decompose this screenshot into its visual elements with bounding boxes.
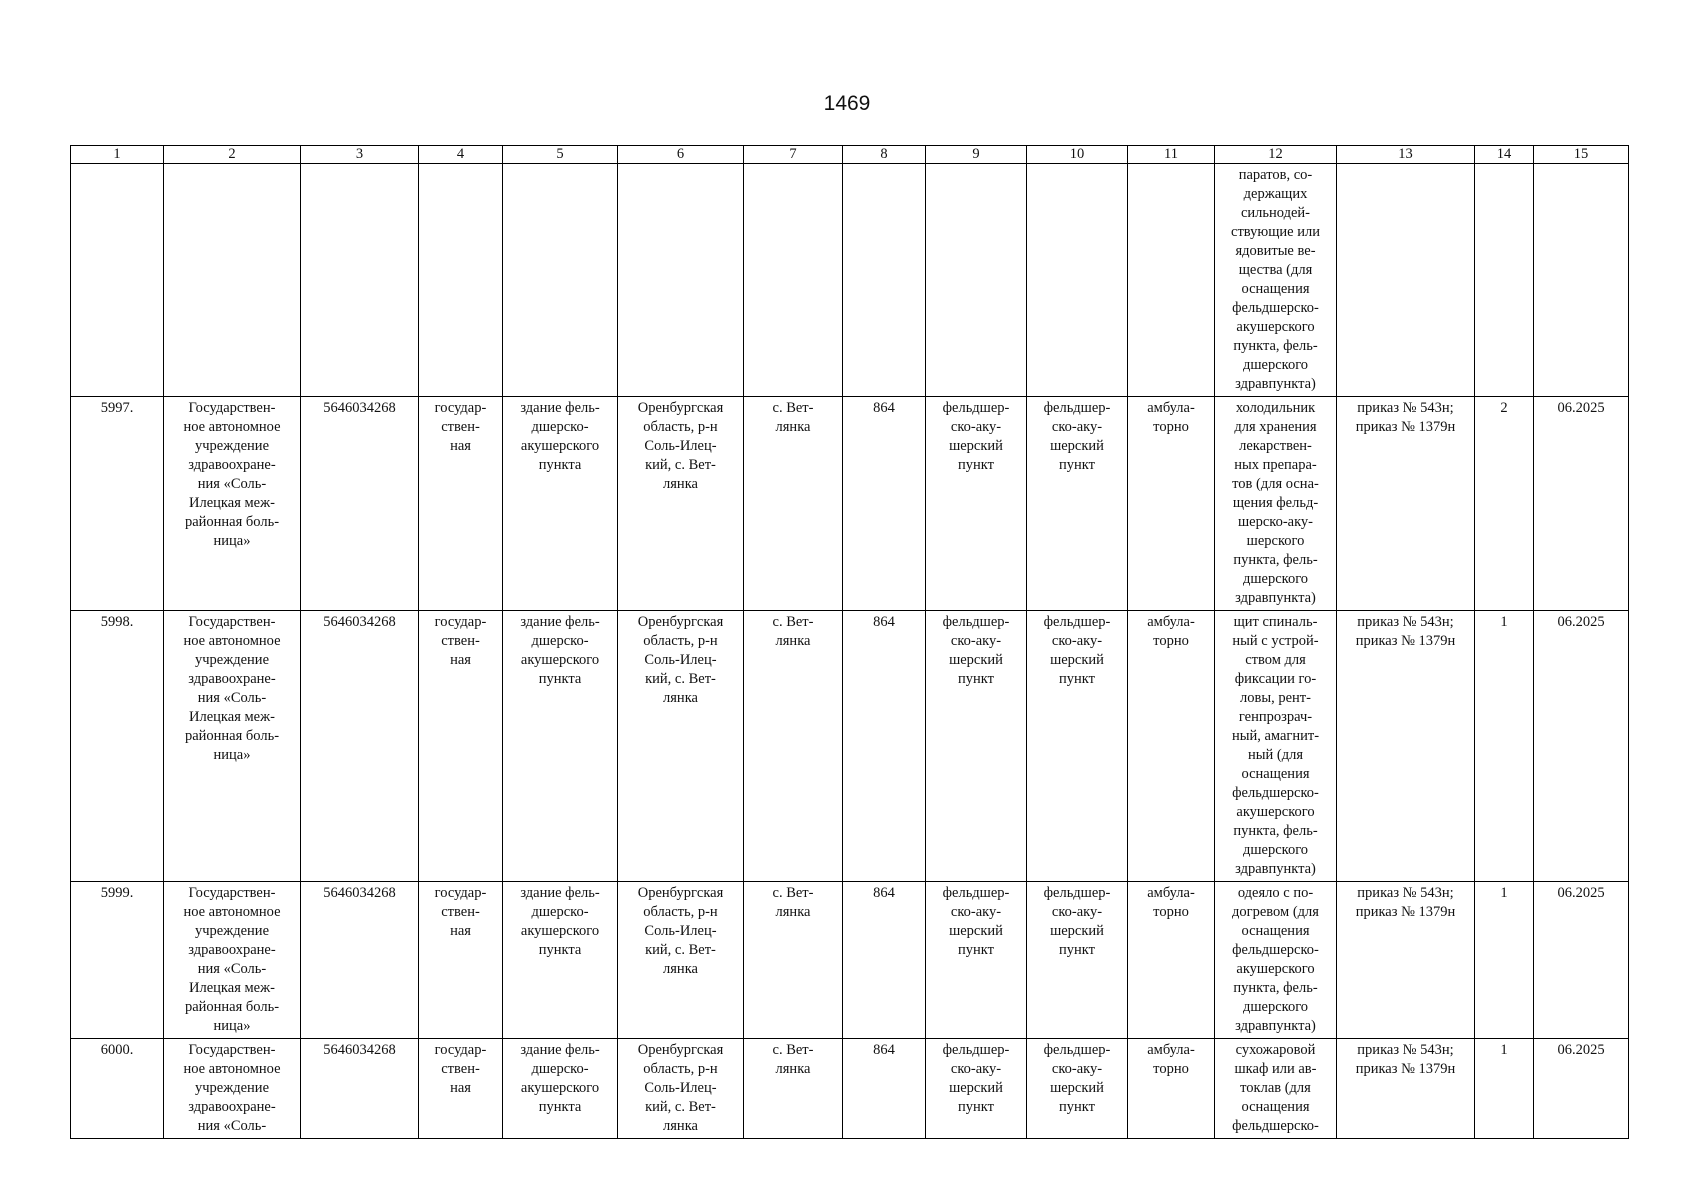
cell-quantity: 2 bbox=[1475, 397, 1534, 611]
cell-quantity bbox=[1475, 164, 1534, 397]
cell-care-form: амбула- торно bbox=[1128, 882, 1215, 1039]
cell-building: здание фель- дшерско- акушерского пункта bbox=[503, 397, 618, 611]
cell-care-form: амбула- торно bbox=[1128, 611, 1215, 882]
cell-unit-name: фельдшер- ско-аку- шерский пункт bbox=[1027, 1039, 1128, 1139]
cell-row-number: 6000. bbox=[71, 1039, 164, 1139]
column-header: 15 bbox=[1534, 146, 1629, 164]
cell-building: здание фель- дшерско- акушерского пункта bbox=[503, 1039, 618, 1139]
table-row bbox=[71, 397, 1629, 611]
cell-inn: 5646034268 bbox=[301, 611, 419, 882]
cell-date: 06.2025 bbox=[1534, 882, 1629, 1039]
cell-ownership: государ- ствен- ная bbox=[419, 1039, 503, 1139]
cell-inn: 5646034268 bbox=[301, 882, 419, 1039]
column-header: 7 bbox=[744, 146, 843, 164]
cell-unit-name: фельдшер- ско-аку- шерский пункт bbox=[1027, 611, 1128, 882]
cell-care-form: амбула- торно bbox=[1128, 397, 1215, 611]
cell-building: здание фель- дшерско- акушерского пункта bbox=[503, 882, 618, 1039]
cell-quantity: 1 bbox=[1475, 1039, 1534, 1139]
cell-care-form bbox=[1128, 164, 1215, 397]
cell-equipment: холодильник для хранения лекарствен- ных препара- тов (для осна- щения фельд- шерско-аку- шерского пункта, фель- дшерского здравпункта) bbox=[1215, 397, 1337, 611]
column-header: 5 bbox=[503, 146, 618, 164]
cell-order: приказ № 543н; приказ № 1379н bbox=[1337, 882, 1475, 1039]
column-header: 6 bbox=[618, 146, 744, 164]
column-header: 13 bbox=[1337, 146, 1475, 164]
cell-date: 06.2025 bbox=[1534, 611, 1629, 882]
cell-row-number: 5998. bbox=[71, 611, 164, 882]
cell-population: 864 bbox=[843, 882, 926, 1039]
header-row bbox=[71, 146, 1629, 164]
cell-date: 06.2025 bbox=[1534, 1039, 1629, 1139]
cell-inn bbox=[301, 164, 419, 397]
cell-address bbox=[618, 164, 744, 397]
cell-organization: Государствен- ное автономное учреждение здравоохране- ния «Соль- Илецкая меж- районная боль- ница» bbox=[164, 882, 301, 1039]
cell-ownership bbox=[419, 164, 503, 397]
cell-row-number bbox=[71, 164, 164, 397]
cell-population bbox=[843, 164, 926, 397]
cell-unit-type: фельдшер- ско-аку- шерский пункт bbox=[926, 611, 1027, 882]
cell-organization bbox=[164, 164, 301, 397]
table-row bbox=[71, 611, 1629, 882]
cell-settlement: с. Вет- лянка bbox=[744, 1039, 843, 1139]
cell-inn: 5646034268 bbox=[301, 397, 419, 611]
cell-settlement bbox=[744, 164, 843, 397]
cell-address: Оренбургская область, р-н Соль-Илец- кий, с. Вет- лянка bbox=[618, 611, 744, 882]
cell-unit-type: фельдшер- ско-аку- шерский пункт bbox=[926, 882, 1027, 1039]
cell-address: Оренбургская область, р-н Соль-Илец- кий, с. Вет- лянка bbox=[618, 1039, 744, 1139]
column-header: 4 bbox=[419, 146, 503, 164]
cell-order bbox=[1337, 164, 1475, 397]
cell-unit-type bbox=[926, 164, 1027, 397]
cell-ownership: государ- ствен- ная bbox=[419, 882, 503, 1039]
cell-ownership: государ- ствен- ная bbox=[419, 611, 503, 882]
table-row bbox=[71, 1039, 1629, 1139]
cell-order: приказ № 543н; приказ № 1379н bbox=[1337, 611, 1475, 882]
cell-inn: 5646034268 bbox=[301, 1039, 419, 1139]
cell-address: Оренбургская область, р-н Соль-Илец- кий, с. Вет- лянка bbox=[618, 397, 744, 611]
cell-organization: Государствен- ное автономное учреждение здравоохране- ния «Соль- Илецкая меж- районная боль- ница» bbox=[164, 611, 301, 882]
cell-order: приказ № 543н; приказ № 1379н bbox=[1337, 397, 1475, 611]
column-header: 12 bbox=[1215, 146, 1337, 164]
cell-building: здание фель- дшерско- акушерского пункта bbox=[503, 611, 618, 882]
cell-ownership: государ- ствен- ная bbox=[419, 397, 503, 611]
cell-equipment: паратов, со- держащих сильнодей- ствующие или ядовитые ве- щества (для оснащения фельдшерско- акушерского пункта, фель- дшерского здравпункта) bbox=[1215, 164, 1337, 397]
table-row bbox=[71, 164, 1629, 397]
cell-order: приказ № 543н; приказ № 1379н bbox=[1337, 1039, 1475, 1139]
column-header: 2 bbox=[164, 146, 301, 164]
cell-settlement: с. Вет- лянка bbox=[744, 611, 843, 882]
registry-table bbox=[70, 145, 1629, 1139]
cell-equipment: щит спиналь- ный с устрой- ством для фиксации го- ловы, рент- генпрозрач- ный, амагнит- ный (для оснащения фельдшерско- акушерского пункта, фель- дшерского здравпункта) bbox=[1215, 611, 1337, 882]
cell-organization: Государствен- ное автономное учреждение здравоохране- ния «Соль- Илецкая меж- районная боль- ница» bbox=[164, 397, 301, 611]
cell-unit-name: фельдшер- ско-аку- шерский пункт bbox=[1027, 397, 1128, 611]
cell-row-number: 5999. bbox=[71, 882, 164, 1039]
cell-row-number: 5997. bbox=[71, 397, 164, 611]
cell-unit-type: фельдшер- ско-аку- шерский пункт bbox=[926, 1039, 1027, 1139]
cell-population: 864 bbox=[843, 611, 926, 882]
cell-equipment: одеяло с по- догревом (для оснащения фельдшерско- акушерского пункта, фель- дшерского здравпункта) bbox=[1215, 882, 1337, 1039]
column-header: 14 bbox=[1475, 146, 1534, 164]
cell-quantity: 1 bbox=[1475, 611, 1534, 882]
cell-organization: Государствен- ное автономное учреждение здравоохране- ния «Соль- bbox=[164, 1039, 301, 1139]
cell-date bbox=[1534, 164, 1629, 397]
cell-unit-type: фельдшер- ско-аку- шерский пункт bbox=[926, 397, 1027, 611]
cell-population: 864 bbox=[843, 397, 926, 611]
column-header: 11 bbox=[1128, 146, 1215, 164]
cell-settlement: с. Вет- лянка bbox=[744, 882, 843, 1039]
page-number: 1469 bbox=[823, 92, 871, 115]
cell-equipment: сухожаровой шкаф или ав- токлав (для оснащения фельдшерско- bbox=[1215, 1039, 1337, 1139]
column-header: 9 bbox=[926, 146, 1027, 164]
cell-settlement: с. Вет- лянка bbox=[744, 397, 843, 611]
cell-quantity: 1 bbox=[1475, 882, 1534, 1039]
column-header: 10 bbox=[1027, 146, 1128, 164]
column-header: 1 bbox=[71, 146, 164, 164]
cell-population: 864 bbox=[843, 1039, 926, 1139]
cell-care-form: амбула- торно bbox=[1128, 1039, 1215, 1139]
cell-date: 06.2025 bbox=[1534, 397, 1629, 611]
cell-building bbox=[503, 164, 618, 397]
cell-unit-name: фельдшер- ско-аку- шерский пункт bbox=[1027, 882, 1128, 1039]
cell-unit-name bbox=[1027, 164, 1128, 397]
cell-address: Оренбургская область, р-н Соль-Илец- кий, с. Вет- лянка bbox=[618, 882, 744, 1039]
column-header: 8 bbox=[843, 146, 926, 164]
column-header: 3 bbox=[301, 146, 419, 164]
table-row bbox=[71, 882, 1629, 1039]
